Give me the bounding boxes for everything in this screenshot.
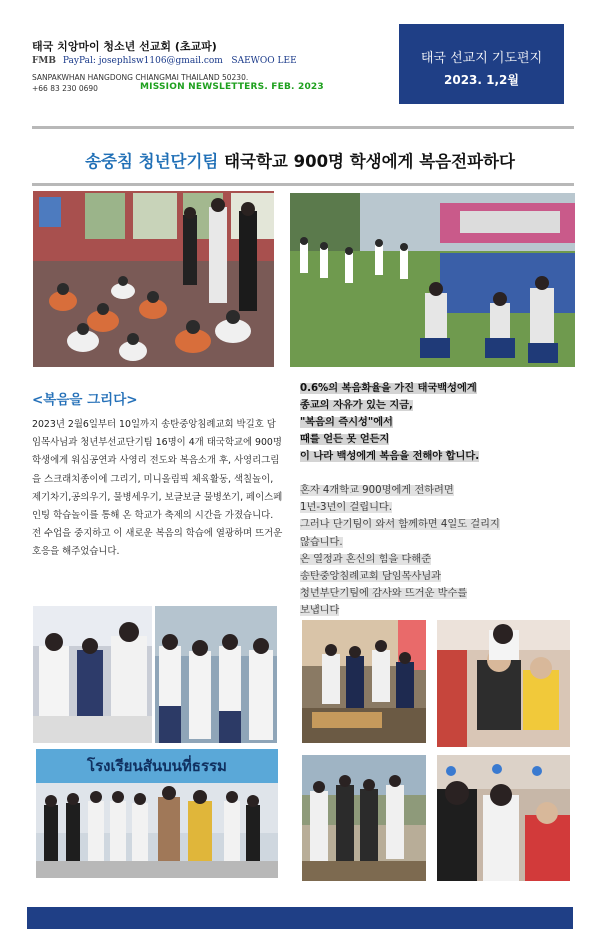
standing-group-photo [302,755,426,881]
highlight-block [300,380,570,465]
fmb-label: FMB [32,56,56,66]
date-box-title: 태국 선교지 기도편지 [420,51,543,66]
address: SANPAKWHAN HANGDONG CHIANGMAI THAILAND 50230. [32,73,249,82]
body-line: 1년-3년이 걸립니다. [300,502,393,514]
body-line: 청년부단기팀에 감사와 뜨거운 박수를 [300,588,468,600]
body-line: 혼자 4개학교 900명에게 전하려면 [300,485,454,496]
headline-main: 태국학교 900명 학생에게 복음전파하다 [218,152,515,171]
body-line: 보냅니다 [300,605,340,617]
body-line: 송탄중앙침례교회 담임목사님과 [300,571,442,583]
face-painting-photo [437,755,570,881]
phone: +66 83 230 0690 [32,84,98,93]
date-box [399,24,564,104]
highlight-line: 0.6%의 복음화율을 가진 태국백성에게 [300,383,477,394]
field-photo [290,193,575,367]
body-block [300,482,570,620]
headline-divider [32,183,574,186]
students-photo-1 [33,606,152,743]
highlight-line: "복음의 즉시성"에서 [300,417,393,428]
newsletter-label: MISSION NEWSLETTERS. FEB. 2023 [140,82,324,92]
banner-group-photo [36,749,278,878]
outdoor-photo [302,620,426,743]
headline [0,148,600,172]
section-paragraph: 2023년 2월6일부터 10일까지 송탄중앙침례교회 박길호 담임목사님과 청년부선교단기팀 16명이 4개 태국학교에 900명 학생에게 워십공연과 사영리 전도와 복음소개 후, 사영리그림을 스크래치종이에 그리기, 미니올림픽 체육활동, 색칠놀이, 제기차기,공의우기, 물병세우기, 보글보글 물병쏘기, 페이스페인팅 학습놀이를 통해 온 학교가 축제의 시간을 가졌습니다. 전 수업을 중지하고 이 새로운 복음의 학습에 열광하며 뜨거운 호응을 해주었습니다. [32,419,283,558]
body-line: 않습니다. [300,536,343,548]
body-line: 온 열정과 혼신의 힘을 다해준 [300,553,432,565]
org-name: 태국 치앙마이 청소년 선교회 (초교파) [32,40,217,53]
seated-children-photo [437,620,570,747]
headline-team: 송중침 청년단기팀 [85,152,219,171]
paypal-email[interactable]: PayPal: josephlsw1106@gmail.com [62,56,223,66]
classroom-photo [33,191,274,367]
body-line: 그러나 단기팀이 와서 함께하면 4일도 걸리지 [300,519,500,531]
banner-text: โรงเรียนสันบนที่ธรรม [87,757,227,775]
highlight-line: 때를 얻든 못 얻든지 [300,434,390,445]
date-box-date: 2023. 1,2월 [444,73,519,87]
top-divider [32,126,574,129]
students-photo-2 [155,606,277,743]
highlight-line: 이 나라 백성에게 복음을 전해야 합니다. [300,451,480,462]
section-heading: <복음을 그리다> [32,392,138,408]
contact-name: SAEWOO LEE [231,56,297,66]
contact-line [32,56,297,66]
highlight-line: 종교의 자유가 있는 지금, [300,400,413,411]
footer-bar [27,907,573,929]
